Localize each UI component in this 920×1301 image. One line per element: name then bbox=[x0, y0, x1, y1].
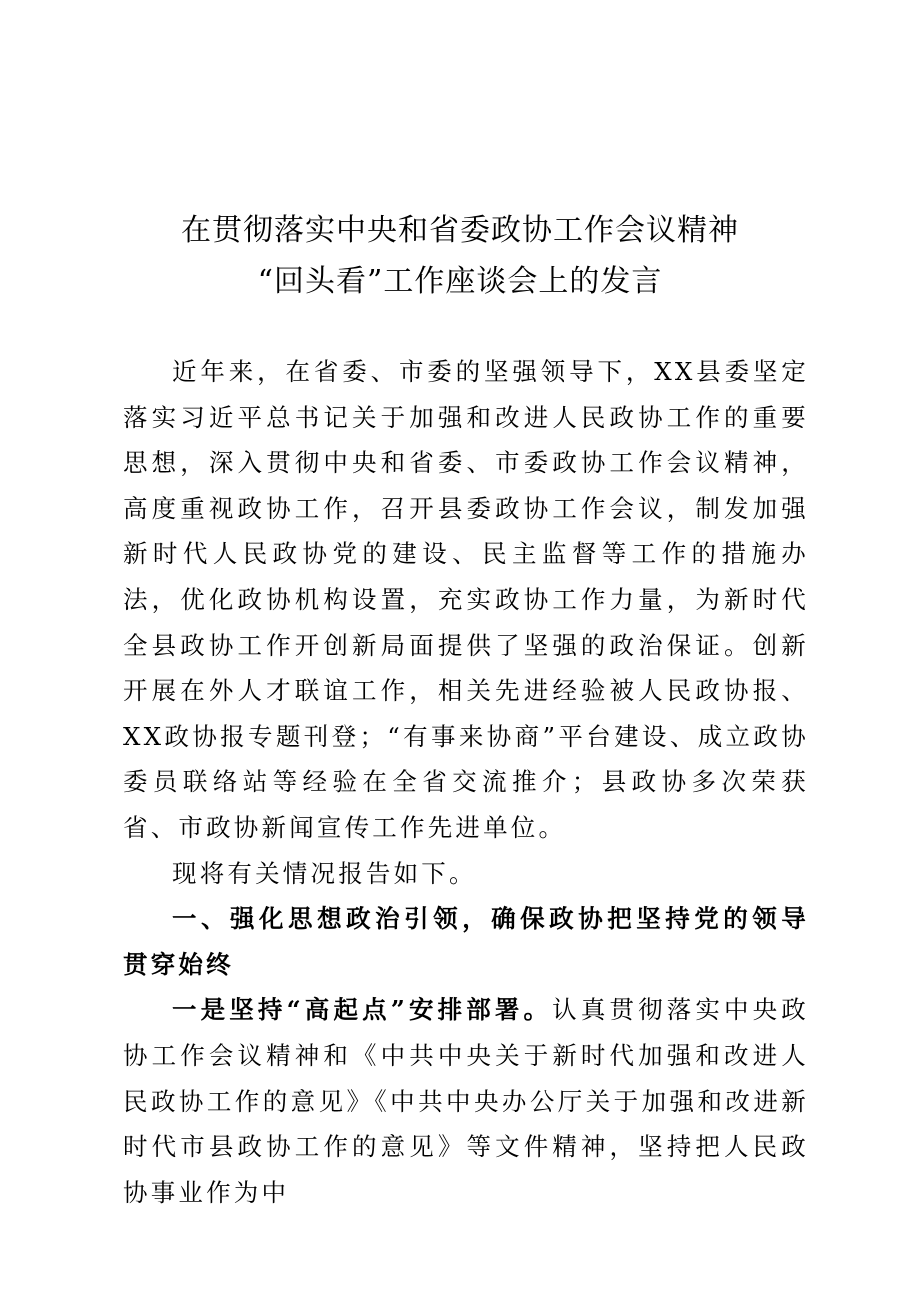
point-1-lead: 一是坚持“高起点”安排部署。 bbox=[172, 995, 553, 1025]
title-line-2: “回头看”工作座谈会上的发言 bbox=[257, 264, 663, 299]
document-body bbox=[123, 349, 809, 1215]
document-title bbox=[0, 205, 920, 307]
section-1-point-1 bbox=[123, 987, 809, 1215]
title-line-1: 在贯彻落实中央和省委政协工作会议精神 bbox=[181, 213, 739, 248]
section-1-heading: 一、强化思想政治引领，确保政协把坚持党的领导贯穿始终 bbox=[123, 904, 809, 979]
point-1-text: 认真贯彻落实中央政协工作会议精神和《中共中央关于新时代加强和改进人民政协工作的意见》《中共中央办公厅关于加强和改进新时代市县政协工作的意见》等文件精神，坚持把人民政协事业作为中 bbox=[123, 995, 809, 1207]
report-paragraph: 现将有关情况报告如下。 bbox=[172, 858, 477, 888]
intro-paragraph: 近年来，在省委、市委的坚强领导下，XX县委坚定落实习近平总书记关于加强和改进人民政协工作的重要思想，深入贯彻中央和省委、市委政协工作会议精神，高度重视政协工作，召开县委政协工作会议，制发加强新时代人民政协党的建设、民主监督等工作的措施办法，优化政协机构设置，充实政协工作力量，为新时代全县政协工作开创新局面提供了坚强的政治保证。创新开展在外人才联谊工作，相关先进经验被人民政协报、XX政协报专题刊登；“有事来协商”平台建设、成立政协委员联络站等经验在全省交流推介；县政协多次荣获省、市政协新闻宣传工作先进单位。 bbox=[123, 357, 809, 842]
